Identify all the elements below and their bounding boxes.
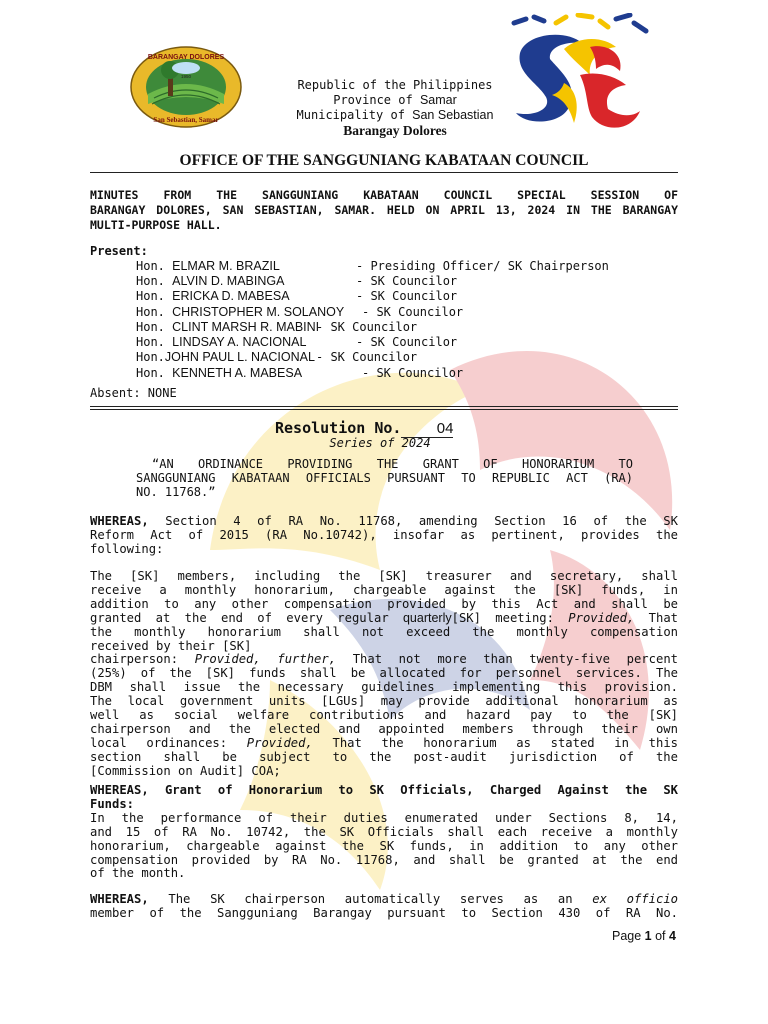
header-barangay: Barangay Dolores <box>343 123 447 138</box>
divider-bottom <box>90 409 678 410</box>
whereas-grant-of-honorarium: WHEREAS, Grant of Honorarium to SK Officials, Charged Against the SK Funds: In the performance of their duties enumerated under Sections 8, 14, and 15 of RA No. 10742, the SK Officials shall each receive a monthly honorarium, chargeable against the SK funds, in addition to any other compensation provided by RA No. 11768, and shall be granted at the end of the month. <box>90 783 678 881</box>
member-name: ERICKA D. MABESA <box>172 289 290 303</box>
member-name: ALVIN D. MABINGA <box>172 274 285 288</box>
header-divider <box>90 172 678 173</box>
minutes-paragraph: MINUTES FROM THE SANGGUNIANG KABATAAN COUNCIL SPECIAL SESSION OF BARANGAY DOLORES, SAN SEBASTIAN, SAMAR. HELD ON APRIL 13, 2024 IN THE BARANGAY MULTI-PURPOSE HALL. <box>90 188 678 232</box>
member-name: KENNETH A. MABESA <box>172 366 303 380</box>
member-row: Hon. ALVIN D. MABINGA <box>136 274 285 288</box>
member-role: - SK Councilor <box>316 320 418 334</box>
whereas-section-4: WHEREAS, Section 4 of RA No. 11768, amending Section 16 of the SK Reform Act of 2015 (RA No.10742), insofar as pertinent, provides the following: <box>90 514 678 556</box>
header-municipality: Municipality of San Sebastian <box>296 108 494 122</box>
member-name: ELMAR M. BRAZIL <box>172 259 280 273</box>
member-name: LINDSAY A. NACIONAL <box>172 335 307 349</box>
member-role: - SK Councilor <box>362 305 464 319</box>
member-role: - SK Councilor <box>356 274 458 288</box>
barangay-seal-logo <box>130 46 242 128</box>
member-row: Hon. ERICKA D. MABESA <box>136 289 290 303</box>
header-province: Province of Samar <box>333 93 457 107</box>
member-row: Hon. LINDSAY A. NACIONAL <box>136 335 307 349</box>
resolution-number: 04 <box>401 420 453 438</box>
member-row: Hon. KENNETH A. MABESA <box>136 366 303 380</box>
quoted-provision: The [SK] members, including the [SK] treasurer and secretary, shall receive a monthly honorarium, chargeable against the [SK] funds, in addition to any other compensation provided by this Act and shall be granted at the end of every regular quarterly[SK] meeting: Provided, That the monthly honorarium shall not exceed the monthly compensation received by their [SK] chairperson: Provided, further, That not more than twenty-five percent (25%) of the [SK] funds shall be allocated for personnel services. The DBM shall issue the necessary guidelines implementing this provision. The local government units [LGUs] may provide additional honorarium as well as social welfare contributions and hazard pay to the [SK] chairperson and the elected and appointed members through their own local ordinances: Provided, That the honorarium as stated in this section shall be subject to the post-audit jurisdiction of the [Commission on Audit] COA; <box>90 569 679 778</box>
seal-top-text: BARANGAY DOLORES <box>147 54 225 61</box>
page-number: Page 1 of 4 <box>612 929 676 943</box>
whereas-ex-officio: WHEREAS, The SK chairperson automatically serves as an ex officio member of the Sangguniang Barangay pursuant to Section 430 of RA No. <box>90 892 678 920</box>
member-role: - Presiding Officer/ SK Chairperson <box>356 259 609 273</box>
present-label: Present: <box>90 244 148 258</box>
header-republic: Republic of the Philippines <box>297 78 493 92</box>
seal-bottom-text: San Sebastian, Samar <box>153 116 219 124</box>
resolution-heading <box>275 418 453 438</box>
resolution-title: “AN ORDINANCE PROVIDING THE GRANT OF HONORARIUM TO SANGGUNIANG KABATAAN OFFICIALS PURSUANT TO REPUBLIC ACT (RA) NO. 11768.” <box>136 457 633 499</box>
member-row: Hon. ELMAR M. BRAZIL <box>136 259 280 273</box>
resolution-series: Series of 2024 <box>329 436 431 450</box>
divider-top <box>90 406 678 407</box>
member-name: CLINT MARSH R. MABINI <box>172 320 320 334</box>
absent-line: Absent: NONE <box>90 386 177 400</box>
member-role: - SK Councilor <box>356 289 458 303</box>
seal-year: 1950 <box>180 74 192 79</box>
member-row: Hon. CLINT MARSH R. MABINI <box>136 320 320 334</box>
office-title: OFFICE OF THE SANGGUNIANG KABATAAN COUNCIL <box>179 152 589 169</box>
member-name: CHRISTOPHER M. SOLANOY <box>172 305 345 319</box>
resolution-label: Resolution No. <box>275 419 402 437</box>
member-role: - SK Councilor <box>356 335 458 349</box>
member-role: - SK Councilor <box>316 350 418 364</box>
member-name: JOHN PAUL L. NACIONAL <box>164 350 315 364</box>
member-row: Hon.JOHN PAUL L. NACIONAL <box>136 350 315 364</box>
member-role: - SK Councilor <box>362 366 464 380</box>
member-row: Hon. CHRISTOPHER M. SOLANOY <box>136 305 345 319</box>
